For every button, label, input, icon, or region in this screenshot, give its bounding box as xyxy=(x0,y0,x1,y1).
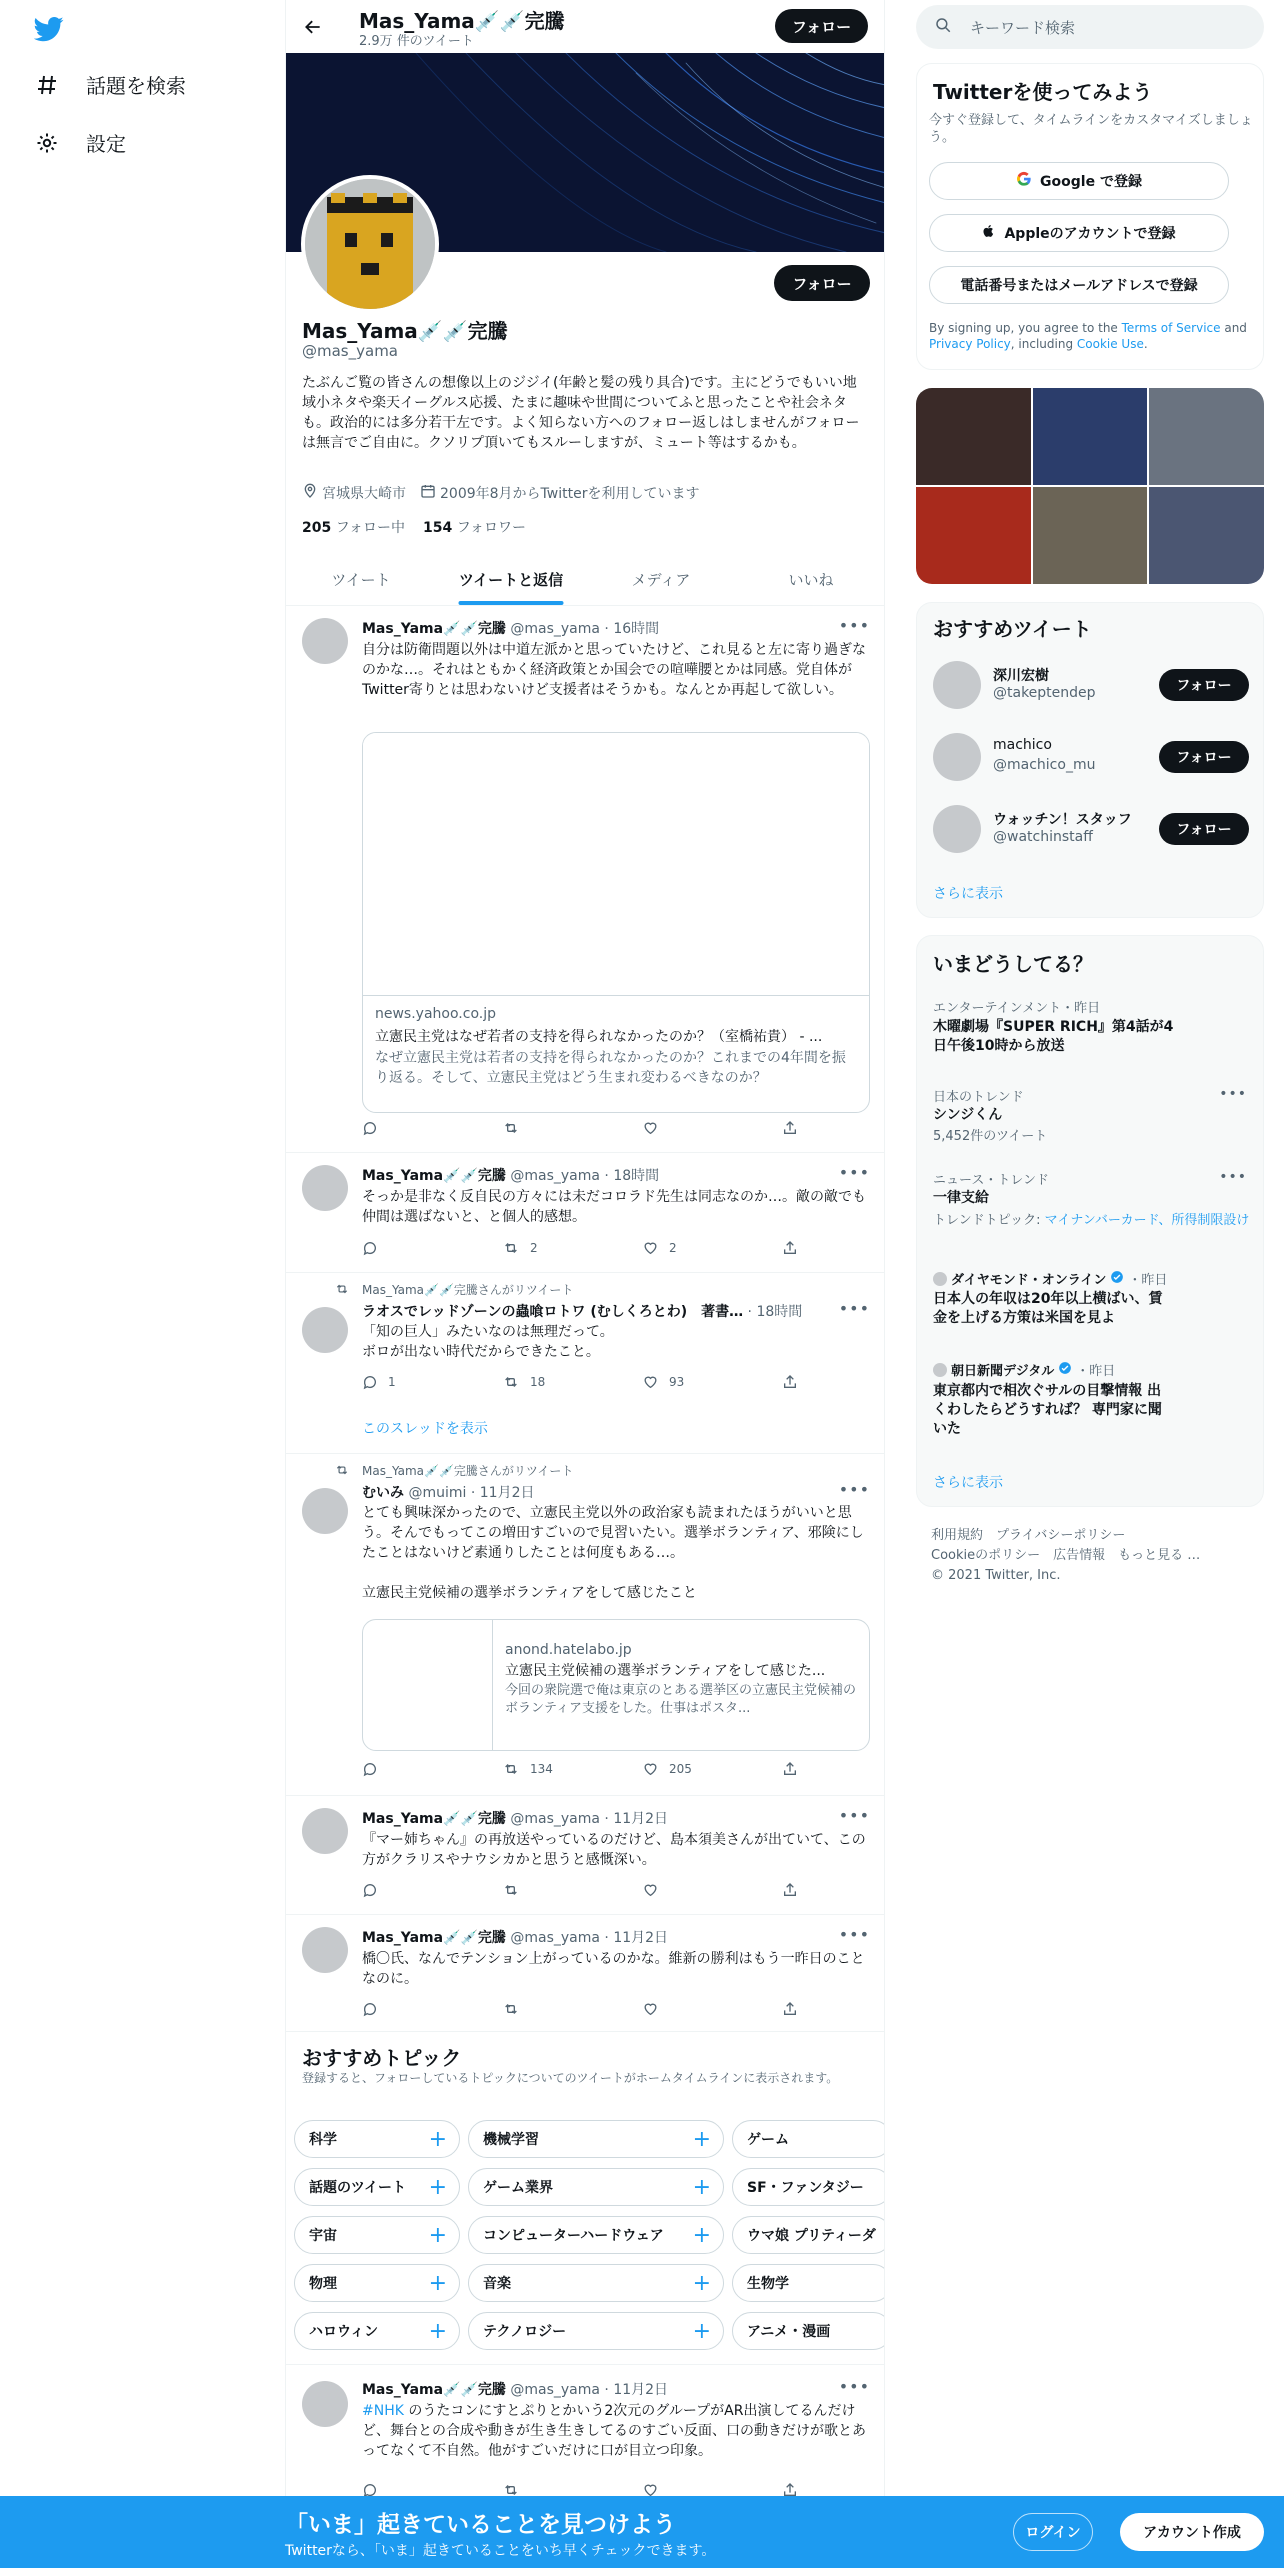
retweet-icon xyxy=(502,1240,520,1256)
retweet-label[interactable]: Mas_Yama💉💉完騰さんがリツイート xyxy=(362,1464,574,1478)
like-button[interactable] xyxy=(642,2001,752,2017)
avatar[interactable] xyxy=(302,618,348,664)
share-button[interactable] xyxy=(782,1120,802,1136)
user-name[interactable]: machico xyxy=(993,737,1052,753)
more-icon[interactable]: ••• xyxy=(838,1299,870,1318)
like-button[interactable]: 93 xyxy=(642,1374,752,1390)
media-thumbnail[interactable] xyxy=(1149,388,1264,485)
profile-tabs xyxy=(286,553,885,606)
heart-icon xyxy=(642,1761,659,1777)
followers-link[interactable]: 154 フォロワー xyxy=(423,520,526,536)
recommended-topics xyxy=(286,2032,885,2365)
topic-chip[interactable]: コンピューターハードウェア + xyxy=(468,2216,724,2254)
tweet[interactable] xyxy=(286,1454,885,1796)
tweet-header: Mas_Yama💉💉完騰 @mas_yama · 18時間 xyxy=(362,1168,660,1184)
like-button[interactable] xyxy=(642,1882,752,1898)
avatar[interactable] xyxy=(302,1488,348,1534)
reply-button[interactable] xyxy=(362,1240,472,1256)
tab-tweets[interactable]: ツイート xyxy=(331,570,391,589)
share-icon xyxy=(782,1120,798,1136)
more-icon[interactable]: ••• xyxy=(838,1925,870,1944)
retweet-icon xyxy=(502,1374,520,1390)
tab-tweets-and-replies[interactable]: ツイートと返信 xyxy=(436,553,586,605)
tweet-text: そっか是非なく反自民の方々には未だコロラド先生は同志なのか…。敵の敵でも仲間は選ばないと、と個人的感想。 xyxy=(362,1189,866,1225)
trend-category: 日本のトレンド xyxy=(933,1090,1024,1105)
twitter-logo-icon[interactable] xyxy=(34,14,64,44)
more-icon[interactable]: ••• xyxy=(838,2377,870,2396)
card-image xyxy=(363,1620,493,1750)
avatar[interactable] xyxy=(933,805,981,853)
share-button[interactable] xyxy=(782,1374,802,1390)
reply-button[interactable] xyxy=(362,1882,472,1898)
share-icon xyxy=(782,1761,798,1777)
show-more-link[interactable]: さらに表示 xyxy=(933,1475,1003,1491)
topic-chip[interactable]: 宇宙 + xyxy=(294,2216,460,2254)
signup-subtitle: 今すぐ登録して、タイムラインをカスタマイズしましょう。 xyxy=(929,113,1253,145)
plus-icon: + xyxy=(692,2271,711,2296)
card-title: 立憲民主党はなぜ若者の支持を得られなかったのか？（室橋祐貴） - ... xyxy=(375,1029,823,1045)
profile-avatar[interactable] xyxy=(301,175,439,313)
more-icon[interactable]: ••• xyxy=(838,1806,870,1825)
more-icon[interactable]: ••• xyxy=(1219,1086,1247,1102)
heart-icon xyxy=(642,1882,659,1898)
heart-icon xyxy=(642,1120,659,1136)
show-more-link[interactable]: さらに表示 xyxy=(933,886,1003,902)
tweet[interactable] xyxy=(286,1915,885,2032)
header-follow-button[interactable]: フォロー xyxy=(775,9,868,43)
apple-signup-button[interactable]: Appleのアカウントで登録 xyxy=(929,214,1229,252)
tab-likes[interactable]: いいね xyxy=(788,570,834,589)
media-thumbnail[interactable] xyxy=(1033,388,1148,485)
topic-chip[interactable]: テクノロジー + xyxy=(468,2312,724,2350)
terms-link[interactable]: Terms of Service xyxy=(1121,321,1221,335)
tweet-header: Mas_Yama💉💉完騰 @mas_yama · 11月2日 xyxy=(362,2382,669,2398)
trend-title: シンジくん xyxy=(933,1107,1003,1123)
google-icon xyxy=(1016,171,1032,191)
follow-button[interactable]: フォロー xyxy=(1159,741,1249,773)
tweet-actions xyxy=(362,2001,802,2017)
reply-button[interactable] xyxy=(362,1761,472,1777)
more-icon[interactable]: ••• xyxy=(1219,1169,1247,1185)
google-signup-button[interactable]: Google で登録 xyxy=(929,162,1229,200)
card-title: 立憲民主党候補の選挙ボランティアをして感じた... xyxy=(505,1663,826,1679)
news-source: ダイヤモンド・オンライン ・昨日 xyxy=(933,1269,1167,1288)
tweet[interactable] xyxy=(286,2365,885,2505)
avatar[interactable] xyxy=(933,661,981,709)
card-domain: news.yahoo.co.jp xyxy=(375,1006,496,1022)
avatar[interactable] xyxy=(302,1307,348,1353)
show-thread-link[interactable]: このスレッドを表示 xyxy=(362,1421,488,1437)
news-title: 東京都内で相次ぐサルの目撃情報 出くわしたらどうすれば？ 専門家に聞いた xyxy=(933,1383,1162,1437)
create-account-button[interactable]: アカウント作成 xyxy=(1120,2513,1264,2551)
follow-button[interactable]: フォロー xyxy=(1159,813,1249,845)
retweet-icon xyxy=(334,1282,350,1296)
hashtag-icon xyxy=(34,72,60,98)
retweet-icon xyxy=(502,1761,520,1777)
header-tweet-count: 2.9万 件のツイート xyxy=(359,34,474,49)
tweet-text: 『マー姉ちゃん』の再放送やっているのだけど、島本須美さんが出ていて、この方がクラリスやナウシカかと思うと感慨深い。 xyxy=(362,1832,866,1868)
trend-category: ニュース・トレンド xyxy=(933,1173,1050,1188)
trend-title: 一律支給 xyxy=(933,1190,989,1206)
media-thumbnail[interactable] xyxy=(1149,487,1264,584)
search-icon xyxy=(934,16,952,38)
retweet-icon xyxy=(502,1882,520,1898)
retweet-button[interactable]: 2 xyxy=(502,1240,612,1256)
reply-icon xyxy=(362,1240,378,1256)
main-column xyxy=(285,0,885,2568)
tweet-header: Mas_Yama💉💉完騰 @mas_yama · 16時間 xyxy=(362,621,660,637)
tweet-actions xyxy=(362,1240,802,1256)
media-thumbnail[interactable] xyxy=(916,388,1031,485)
profile-handle: @mas_yama xyxy=(302,342,398,360)
recommended-tweets-panel xyxy=(916,602,1264,918)
retweet-icon xyxy=(502,2001,520,2017)
topic-chip[interactable]: SF・ファンタジー xyxy=(732,2168,885,2206)
avatar[interactable] xyxy=(302,1165,348,1211)
retweet-button[interactable] xyxy=(502,1882,612,1898)
back-arrow-icon[interactable] xyxy=(298,12,328,42)
topic-chip[interactable]: 科学 + xyxy=(294,2120,460,2158)
reply-icon xyxy=(362,1120,378,1136)
topic-chip[interactable]: アニメ・漫画 xyxy=(732,2312,885,2350)
reply-icon xyxy=(362,1761,378,1777)
like-button[interactable]: 2 xyxy=(642,1240,752,1256)
plus-icon: + xyxy=(692,2319,711,2344)
tweet[interactable] xyxy=(286,606,885,1153)
news-source: 朝日新聞デジタル ・昨日 xyxy=(933,1360,1115,1379)
nav-explore-label: 話題を検索 xyxy=(86,74,186,98)
plus-icon: + xyxy=(428,2319,447,2344)
profile-location: 宮城県大崎市 xyxy=(322,486,406,502)
tweet-text: とても興味深かったので、立憲民主党以外の政治家も読まれたほうがいいと思う。そんでもってこの増田すごいので見習いたい。選挙ボランティア、邪険にしたことはないけど素通りしたことは何度もある…。 立憲民主党候補の選挙ボランティアをして感じたこと xyxy=(362,1505,864,1601)
share-button[interactable] xyxy=(782,1240,802,1256)
recommended-title: おすすめツイート xyxy=(933,617,1092,641)
following-link[interactable]: 205 フォロー中 xyxy=(302,520,405,536)
share-icon xyxy=(782,1374,798,1390)
signup-panel xyxy=(916,63,1264,370)
card-description: 今回の衆院選で俺は東京のとある選挙区の立憲民主党候補のボランティア支援をした。仕事はポスタ... xyxy=(505,1683,857,1716)
more-icon[interactable]: ••• xyxy=(838,1480,870,1499)
footer-links xyxy=(931,1526,1251,1586)
retweet-icon xyxy=(334,1463,350,1477)
retweet-button[interactable] xyxy=(502,2001,612,2017)
share-button[interactable] xyxy=(782,1761,802,1777)
tab-media[interactable]: メディア xyxy=(631,570,691,589)
signup-title: Twitterを使ってみよう xyxy=(933,80,1153,104)
topic-chip[interactable]: ゲーム業界 + xyxy=(468,2168,724,2206)
copyright: © 2021 Twitter, Inc. xyxy=(931,1568,1061,1583)
retweet-button[interactable] xyxy=(502,1120,612,1136)
trend-topic-links[interactable]: マイナンバーカード、所得制限設け xyxy=(1044,1213,1250,1228)
trend-title: 木曜劇場『SUPER RICH』第4話が4日午後10時から放送 xyxy=(933,1019,1174,1054)
link-card[interactable] xyxy=(362,732,870,1113)
follow-button[interactable]: フォロー xyxy=(1159,669,1249,701)
tweet-header: ラオスでレッドゾーンの蟲喰ロトワ (むしくろとわ) 著書… · 18時間 xyxy=(362,1304,802,1320)
topic-chip[interactable]: 話題のツイート + xyxy=(294,2168,460,2206)
share-button[interactable] xyxy=(782,1882,802,1898)
topic-chip[interactable]: 音楽 + xyxy=(468,2264,724,2302)
share-icon xyxy=(782,2001,798,2017)
gear-icon xyxy=(34,130,60,156)
share-icon xyxy=(782,1240,798,1256)
tweet[interactable] xyxy=(286,1273,885,1454)
trends-title: いまどうしてる？ xyxy=(933,952,1093,976)
phone-email-signup-button[interactable]: 電話番号またはメールアドレスで登録 xyxy=(929,266,1229,304)
profile-media-grid xyxy=(916,388,1264,584)
plus-icon: + xyxy=(692,2223,711,2248)
trend-category: エンターテインメント・昨日 xyxy=(933,1001,1101,1016)
card-image xyxy=(363,733,869,996)
nav-settings-label: 設定 xyxy=(86,132,126,156)
source-avatar xyxy=(933,1363,947,1377)
profile-bio: たぶんご覧の皆さんの想像以上のジジイ(年齢と髪の残り具合)です。主にどうでもいい地域小ネタや楽天イーグルス応援、たまに趣味や世間についてふと思ったことや社会ネタも。政治的には多分若干左です。よく知らない方へのフォロー返しはしませんがフォローは無言でご自由に。クソリプ頂いてもスルーしますが、ミュート等はするかも。 xyxy=(302,375,860,451)
cookie-link[interactable]: Cookie Use xyxy=(1076,337,1144,351)
source-avatar xyxy=(933,1272,947,1286)
trend-topics: トレンドトピック: マイナンバーカード、所得制限設け xyxy=(933,1213,1250,1228)
nav-settings[interactable] xyxy=(34,128,126,157)
profile-name: Mas_Yama💉💉完騰 xyxy=(302,319,508,343)
verified-badge-icon xyxy=(1058,1361,1072,1379)
login-button[interactable]: ログイン xyxy=(1013,2513,1093,2551)
bottom-bar-subtitle: Twitterなら、「いま」起きていることをいち早くチェックできます。 xyxy=(285,2543,716,2559)
card-description: なぜ立憲民主党は若者の支持を得られなかったのか？これまでの4年間を振り返る。そして、立憲民主党はどう生まれ変わるべきなのか？ xyxy=(375,1050,846,1086)
privacy-link[interactable]: Privacy Policy xyxy=(929,337,1011,351)
trend-tweet-count: 5,452件のツイート xyxy=(933,1129,1048,1144)
search-placeholder: キーワード検索 xyxy=(970,18,1076,37)
signup-bottom-bar xyxy=(0,2496,1284,2568)
follow-counts xyxy=(302,517,526,537)
topic-chip[interactable]: ハロウィン + xyxy=(294,2312,460,2350)
topic-chip[interactable]: ウマ娘 プリティーダ xyxy=(732,2216,885,2254)
header-profile-name: Mas_Yama💉💉完騰 xyxy=(359,9,565,33)
tweet-text: #NHK のうたコンにすとぷりとかいう2次元のグループがAR出演してるんだけど、舞台との合成や動きが生き生きしてるのすごい反面、口の動きだけが歌とあってなくて不自然。他がすごいだけに口が目立つ印象。 xyxy=(362,2403,866,2459)
bottom-bar-title: 「いま」起きていることを見つけよう xyxy=(285,2512,676,2538)
tweet[interactable] xyxy=(286,1796,885,1915)
hashtag-link[interactable]: #NHK xyxy=(362,2403,404,2419)
topic-chip[interactable]: 機械学習 + xyxy=(468,2120,724,2158)
share-button[interactable] xyxy=(782,2001,802,2017)
more-icon[interactable]: ••• xyxy=(838,1163,870,1182)
media-thumbnail[interactable] xyxy=(916,487,1031,584)
user-handle: @watchinstaff xyxy=(993,829,1093,845)
media-thumbnail[interactable] xyxy=(1033,487,1148,584)
profile-joined: 2009年8月からTwitterを利用しています xyxy=(440,486,700,502)
reply-button[interactable] xyxy=(362,1120,472,1136)
tweet-actions xyxy=(362,1882,802,1898)
avatar[interactable] xyxy=(302,2381,348,2427)
link-card[interactable] xyxy=(362,1619,870,1751)
tweet-text: 自分は防衛問題以外は中道左派かと思っていたけど、これ見ると左に寄り過ぎなのかな…。それはともかく経済政策とか国会での喧嘩腰とかは同感。党自体がTwitter寄りとは思わないけど支援者はそうかも。なんとか再起して欲しい。 xyxy=(362,642,866,698)
calendar-icon xyxy=(420,483,436,503)
more-icon[interactable]: ••• xyxy=(838,616,870,635)
apple-icon xyxy=(982,223,996,243)
news-title: 日本人の年収は20年以上横ばい、賃金を上げる方策は米国を見よ xyxy=(933,1291,1163,1326)
nav-explore[interactable] xyxy=(34,70,186,99)
avatar[interactable] xyxy=(302,1927,348,1973)
plus-icon: + xyxy=(428,2223,447,2248)
tweet-actions xyxy=(362,1120,802,1136)
tweet-actions xyxy=(362,1374,802,1390)
heart-icon xyxy=(642,2001,659,2017)
retweet-button[interactable]: 18 xyxy=(502,1374,612,1390)
topic-chip[interactable]: 物理 + xyxy=(294,2264,460,2302)
signup-terms: By signing up, you agree to the Terms of Service and Privacy Policy, including Cookie Use. xyxy=(929,321,1247,351)
tweet-header: Mas_Yama💉💉完騰 @mas_yama · 11月2日 xyxy=(362,1811,669,1827)
topics-subtitle: 登録すると、フォローしているトピックについてのツイートがホームタイムラインに表示されます。 xyxy=(302,2071,839,2085)
user-handle: @machico_mu xyxy=(993,757,1096,773)
profile-meta xyxy=(302,483,699,503)
tweet-text: 「知の巨人」みたいなのは無理だって。 ボロが出ない時代だからできたこと。 xyxy=(362,1324,614,1360)
user-handle: @takeptendep xyxy=(993,685,1096,701)
topic-chip[interactable]: ゲーム xyxy=(732,2120,885,2158)
tweet[interactable] xyxy=(286,1153,885,1273)
reply-icon xyxy=(362,2001,378,2017)
retweet-button[interactable]: 134 xyxy=(502,1761,612,1777)
avatar[interactable] xyxy=(302,1808,348,1854)
reply-button[interactable]: 1 xyxy=(362,1374,472,1390)
plus-icon: + xyxy=(428,2271,447,2296)
tweet-text: 橋〇氏、なんでテンション上がっているのかな。維新の勝利はもう一昨日のことなのに。 xyxy=(362,1951,865,1987)
reply-icon xyxy=(362,1374,378,1390)
plus-icon: + xyxy=(692,2127,711,2152)
like-button[interactable]: 205 xyxy=(642,1761,752,1777)
avatar[interactable] xyxy=(933,733,981,781)
location-icon xyxy=(302,483,318,503)
trends-panel xyxy=(916,935,1264,1507)
profile-follow-button[interactable]: フォロー xyxy=(774,265,870,301)
topic-chip[interactable]: 生物学 xyxy=(732,2264,885,2302)
user-name[interactable]: ウォッチン！スタッフ xyxy=(993,812,1132,828)
plus-icon: + xyxy=(428,2127,447,2152)
heart-icon xyxy=(642,1374,659,1390)
plus-icon: + xyxy=(428,2175,447,2200)
topics-title: おすすめトピック xyxy=(302,2046,462,2070)
share-icon xyxy=(782,1882,798,1898)
card-domain: anond.hatelabo.jp xyxy=(505,1642,632,1658)
footer-line[interactable]: Cookieのポリシー 広告情報 もっと見る … xyxy=(931,1548,1201,1563)
tweet-actions xyxy=(362,1761,802,1777)
reply-button[interactable] xyxy=(362,2001,472,2017)
retweet-label[interactable]: Mas_Yama💉💉完騰さんがリツイート xyxy=(362,1283,574,1297)
plus-icon: + xyxy=(692,2175,711,2200)
like-button[interactable] xyxy=(642,1120,752,1136)
search-box[interactable] xyxy=(916,5,1264,49)
reply-icon xyxy=(362,1882,378,1898)
profile-header-bar xyxy=(286,0,885,53)
footer-line[interactable]: 利用規約 プライバシーポリシー xyxy=(931,1528,1126,1543)
heart-icon xyxy=(642,1240,659,1256)
verified-badge-icon xyxy=(1110,1270,1124,1288)
user-name[interactable]: 深川宏樹 xyxy=(993,668,1049,684)
tweet-header: むいみ @muimi · 11月2日 xyxy=(362,1485,535,1501)
retweet-icon xyxy=(502,1120,520,1136)
tweet-header: Mas_Yama💉💉完騰 @mas_yama · 11月2日 xyxy=(362,1930,669,1946)
